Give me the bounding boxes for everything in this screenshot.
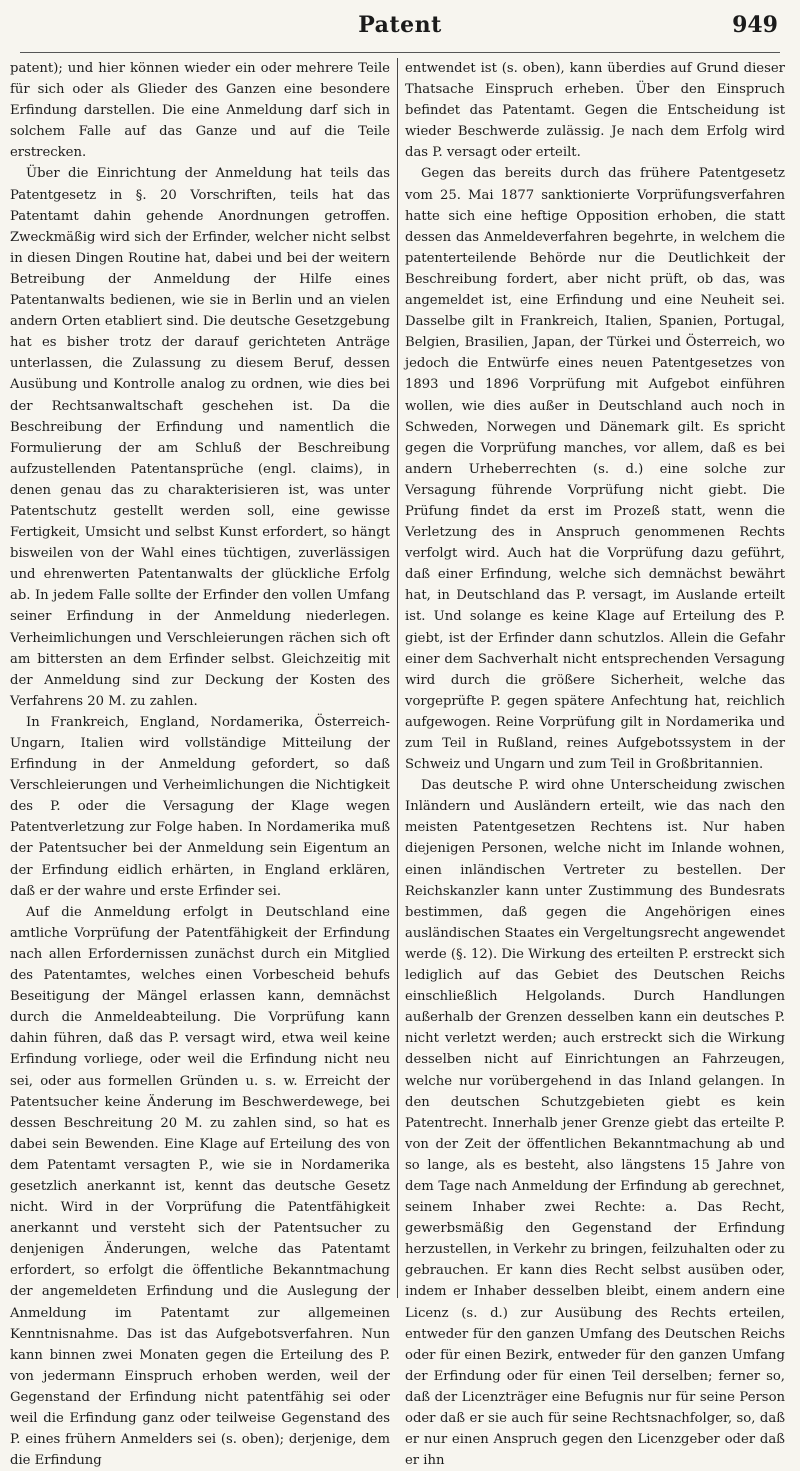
paragraph: Auf die Anmeldung erfolgt in Deutschland eine amtliche Vorprüfung der Patentfähigkeit der Erfindung nach allen Erfordernissen zunächst durch ein Mitglied des Patentamtes, welches einen Vorbescheid behufs Beseitigung der Mängel erlassen kann, demnächst durch die Anmeldeabteilung. Die Vorprüfung kann dahin führen, daß das P. versagt wird, etwa weil keine Erfindung vorliege, oder weil die Erfindung nicht neu sei, oder aus formellen Gründen u. s. w. Erreicht der Patentsucher keine Änderung im Beschwerdewege, bei dessen Beschreitung 20 M. zu zahlen sind, so hat es dabei sein Bewenden. Eine Klage auf Erteilung des von dem Patentamt versagten P., wie sie in Nordamerika gesetzlich anerkannt ist, kennt das deutsche Gesetz nicht. Wird in der Vorprüfung die Patentfähigkeit anerkannt und versteht sich der Patentsucher zu denjenigen Änderungen, welche das Patentamt erfordert, so erfolgt die öffentliche Bekanntmachung der angemeldeten Erfindung und die Auslegung der Anmeldung im Patentamt zur allgemeinen Kenntnisnahme. Das ist das Aufgebotsverfahren. Nun kann binnen zwei Monaten gegen die Erteilung des P. von jedermann Einspruch erhoben werden, weil der Gegenstand der Erfindung nicht patentfähig sei oder weil die Erfindung ganz oder teilweise Gegenstand des P. eines frühern Anmelders sei (s. oben); derjenige, dem die Erfindung [10, 904, 390, 1469]
paragraph: Gegen das bereits durch das frühere Patentgesetz vom 25. Mai 1877 sanktionierte Vorprüfungsverfahren hatte sich eine heftige Opposition erhoben, die statt dessen das Anmeldeverfahren begehrte, in welchem die patenterteilende Behörde nur die Deutlichkeit der Beschreibung fordert, aber nicht prüft, ob das, was angemeldet ist, eine Erfindung und eine Neuheit sei. Dasselbe gilt in Frankreich, Italien, Spanien, Portugal, Belgien, Brasilien, Japan, der Türkei und Österreich, wo jedoch die Entwürfe eines neuen Patentgesetzes von 1893 und 1896 Vorprüfung mit Aufgebot einführen wollen, wie dies außer in Deutschland auch noch in Schweden, Norwegen und Dänemark gilt. Es spricht gegen die Vorprüfung manches, vor allem, daß es bei andern Urheberrechten (s. d.) eine solche zur Versagung führende Vorprüfung nicht giebt. Die Prüfung findet da erst im Prozeß statt, wenn die Verletzung des in Anspruch genommenen Rechts verfolgt wird. Auch hat die Vorprüfung dazu geführt, daß einer Erfindung, welche sich demnächst bewährt hat, in Deutschland das P. versagt, im Auslande erteilt ist. Und solange es keine Klage auf Erteilung des P. giebt, ist der Erfinder dann schutzlos. Allein die Gefahr einer dem Sachverhalt nicht entsprechenden Versagung wird durch die größere Sicherheit, welche das vorgeprüfte P. gegen spätere Anfechtung hat, reichlich aufgewogen. Reine Vorprüfung gilt in Nordamerika und zum Teil in Rußland, reines Aufgebotssystem in der Schweiz und Ungarn und zum Teil in Großbritannien. [405, 166, 785, 773]
paragraph: Das deutsche P. wird ohne Unterscheidung zwischen Inländern und Ausländern erteilt, wie das nach den meisten Patentgesetzen Rechtens ist. Nur haben diejenigen Personen, welche nicht im Inlande wohnen, einen inländischen Vertreter zu bestellen. Der Reichskanzler kann unter Zustimmung des Bundesrats bestimmen, daß gegen die Angehörigen eines ausländischen Staates ein Vergeltungsrecht angewendet werde (§. 12). Die Wirkung des erteilten P. erstreckt sich lediglich auf das Gebiet des Deutschen Reichs einschließlich Helgolands. Durch Handlungen außerhalb der Grenzen desselben kann ein deutsches P. nicht verletzt werden; auch erstreckt sich die Wirkung desselben nicht auf Einrichtungen an Fahrzeugen, welche nur vorübergehend in das Inland gelangen. In den deutschen Schutzgebieten giebt es kein Patentrecht. Innerhalb jener Grenze giebt das erteilte P. von der Zeit der öffentlichen Bekanntmachung ab und so lange, als es besteht, also längstens 15 Jahre von dem Tage nach Anmeldung der Erfindung ab gerechnet, seinem Inhaber zwei Rechte: a. Das Recht, gewerbsmäßig den Gegenstand der Erfindung herzustellen, in Verkehr zu bringen, feilzuhalten oder zu gebrauchen. Er kann dies Recht selbst ausüben oder, indem er Inhaber desselben bleibt, einem andern eine Licenz (s. d.) zur Ausübung des Rechts erteilen, entweder für den ganzen Umfang des Deutschen Reichs oder für einen Bezirk, entweder für den ganzen Umfang der Erfindung oder für einen Teil derselben; ferner so, daß der Licenzträger eine Befugnis nur für seine Person oder daß er sie auch für seine Rechtsnachfolger, so, daß er nur einen Anspruch gegen den Licenzgeber oder daß er ihn [405, 778, 785, 1469]
running-head-title: Patent [358, 12, 442, 38]
right-column [405, 58, 785, 1469]
page-header [0, 0, 800, 40]
header-rule [20, 52, 780, 53]
left-column [10, 58, 390, 1469]
paragraph: In Frankreich, England, Nordamerika, Österreich-Ungarn, Italien wird vollständige Mitteilung der Erfindung in der Anmeldung gefordert, so daß Verschleierungen und Verheimlichungen die Nichtigkeit des P. oder die Versagung der Klage wegen Patentverletzung zur Folge haben. In Nordamerika muß der Patentsucher bei der Anmeldung sein Eigentum an der Erfindung eidlich erhärten, in England erklären, daß er der wahre und erste Erfinder sei. [10, 714, 390, 899]
page-number: 949 [732, 12, 778, 38]
paragraph: Über die Einrichtung der Anmeldung hat teils das Patentgesetz in §. 20 Vorschriften, teils hat das Patentamt dahin gehende Anordnungen getroffen. Zweckmäßig wird sich der Erfinder, welcher nicht selbst in diesen Dingen Routine hat, dabei und bei der weitern Betreibung der Anmeldung der Hilfe eines Patentanwalts bedienen, wie sie in Berlin und an vielen andern Orten etabliert sind. Die deutsche Gesetzgebung hat es bisher trotz der darauf gerichteten Anträge unterlassen, die Zulassung zu diesem Beruf, dessen Ausübung und Kontrolle analog zu ordnen, wie dies bei der Rechtsanwaltschaft geschehen ist. Da die Beschreibung der Erfindung und namentlich die Formulierung der am Schluß der Beschreibung aufzustellenden Patentansprüche (engl. claims), in denen genau das zu charakterisieren ist, was unter Patentschutz gestellt werden soll, eine gewisse Fertigkeit, Umsicht und selbst Kunst erfordert, so hängt bisweilen von der Wahl eines tüchtigen, zuverlässigen und ehrenwerten Patentanwalts der glückliche Erfolg ab. In jedem Falle sollte der Erfinder den vollen Umfang seiner Erfindung in der Anmeldung niederlegen. Verheimlichungen und Verschleierungen rächen sich oft am bittersten an dem Erfinder selbst. Gleichzeitig mit der Anmeldung sind zur Deckung der Kosten des Verfahrens 20 M. zu zahlen. [10, 166, 390, 709]
paragraph: patent); und hier können wieder ein oder mehrere Teile für sich oder als Glieder des Ganzen eine besondere Erfindung darstellen. Die eine Anmeldung darf sich in solchem Falle auf das Ganze und auf die Teile erstrecken. [10, 61, 390, 161]
column-divider [397, 58, 398, 1298]
paragraph: entwendet ist (s. oben), kann überdies auf Grund dieser Thatsache Einspruch erheben. Über den Einspruch befindet das Patentamt. Gegen die Entscheidung ist wieder Beschwerde zulässig. Je nach dem Erfolg wird das P. versagt oder erteilt. [405, 61, 785, 161]
